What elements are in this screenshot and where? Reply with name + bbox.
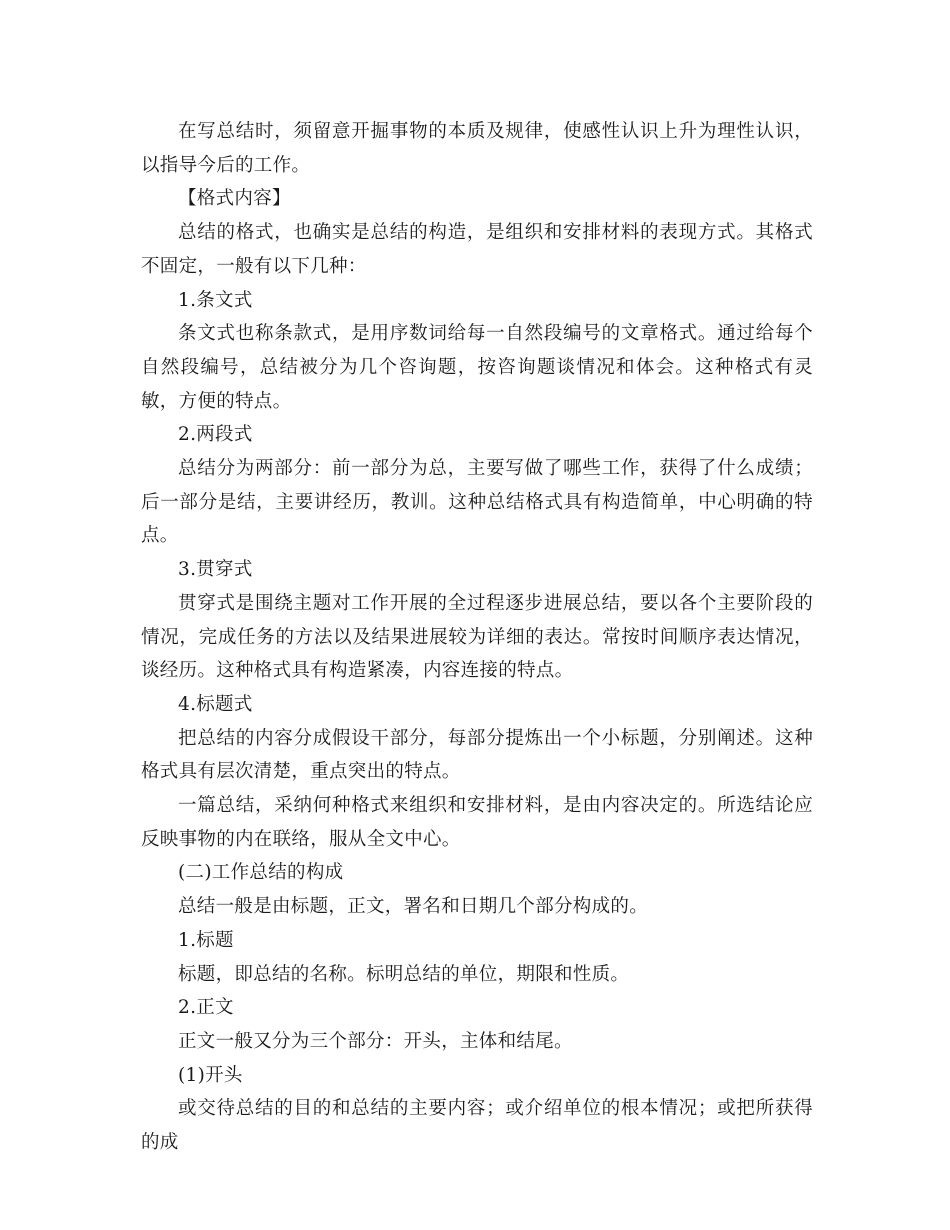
paragraph: 在写总结时，须留意开掘事物的本质及规律，使感性认识上升为理性认识，以指导今后的工作。 <box>141 121 813 176</box>
paragraph: 或交待总结的目的和总结的主要内容；或介绍单位的根本情况；或把所获得的成 <box>141 1098 813 1154</box>
section-heading: 【格式内容】 <box>178 188 291 210</box>
list-heading: 2.正文 <box>178 997 234 1019</box>
list-heading: 3.贯穿式 <box>178 559 253 581</box>
list-heading: (1)开头 <box>178 1064 243 1086</box>
paragraph: 一篇总结，采纳何种格式来组织和安排材料，是由内容决定的。所选结论应反映事物的内在联络，服从全文中心。 <box>141 795 813 850</box>
paragraph: 总结的格式，也确实是总结的构造，是组织和安排材料的表现方式。其格式不固定，一般有以下几种： <box>141 222 813 277</box>
paragraph: 把总结的内容分成假设干部分，每部分提炼出一个小标题，分别阐述。这种格式具有层次清楚，重点突出的特点。 <box>141 727 813 783</box>
document-body <box>141 115 813 1160</box>
list-heading: 1.标题 <box>178 929 234 951</box>
section-heading: (二)工作总结的构成 <box>178 862 344 884</box>
list-heading: 4.标题式 <box>178 693 253 715</box>
paragraph: 正文一般又分为三个部分：开头，主体和结尾。 <box>178 1030 573 1052</box>
list-heading: 2.两段式 <box>178 424 253 446</box>
paragraph: 条文式也称条款式，是用序数词给每一自然段编号的文章格式。通过给每个自然段编号，总结被分为几个咨询题，按咨询题谈情况和体会。这种格式有灵敏，方便的特点。 <box>141 323 813 412</box>
paragraph: 贯穿式是围绕主题对工作开展的全过程逐步进展总结，要以各个主要阶段的情况，完成任务的方法以及结果进展较为详细的表达。常按时间顺序表达情况，谈经历。这种格式具有构造紧凑，内容连接的特点。 <box>141 592 813 682</box>
paragraph: 标题，即总结的名称。标明总结的单位，期限和性质。 <box>178 963 630 985</box>
paragraph: 总结分为两部分：前一部分为总，主要写做了哪些工作，获得了什么成绩；后一部分是结，主要讲经历，教训。这种总结格式具有构造简单，中心明确的特点。 <box>141 458 813 547</box>
paragraph: 总结一般是由标题，正文，署名和日期几个部分构成的。 <box>178 896 649 918</box>
list-heading: 1.条文式 <box>178 289 253 311</box>
